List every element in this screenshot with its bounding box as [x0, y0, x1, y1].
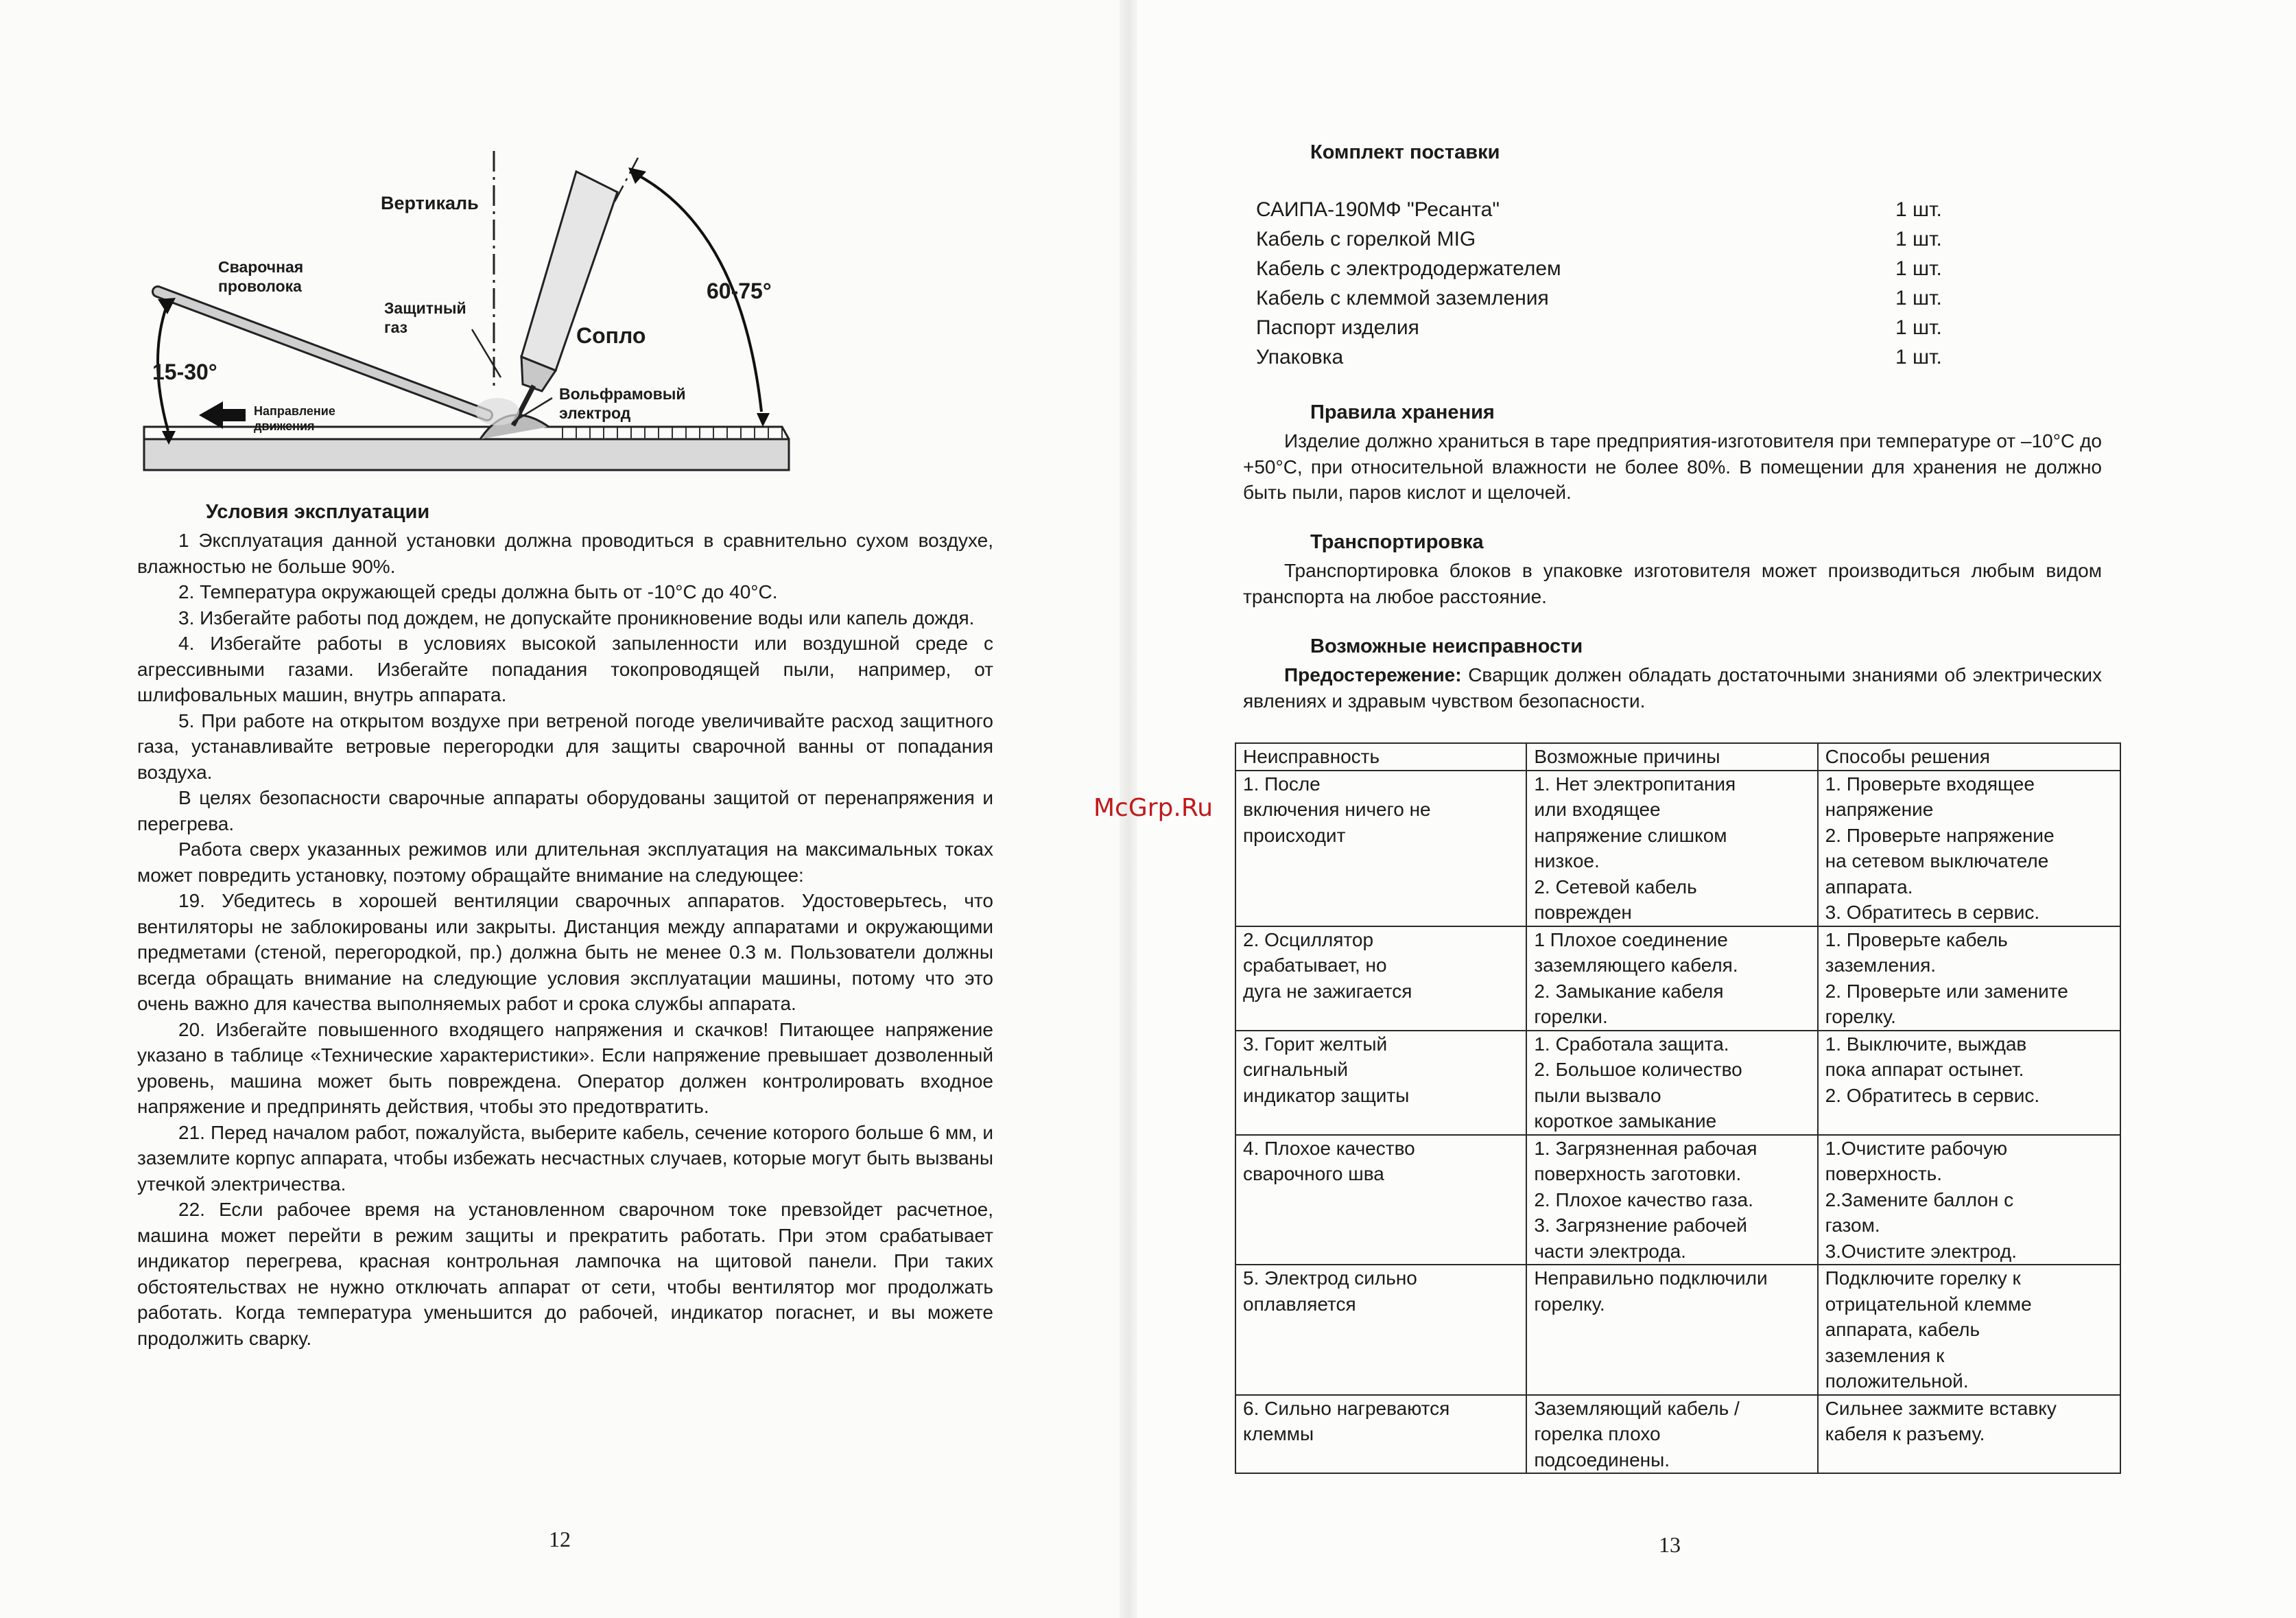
direction-label-line1: Направление: [254, 404, 335, 418]
cell-line: 1. Проверьте входящее: [1825, 773, 2035, 795]
cell-line: напряжение: [1825, 799, 1934, 820]
problem-cell: [1235, 926, 1526, 1031]
paragraph: 21. Перед началом работ, пожалуйста, выберите кабель, сечение которого больше 6 мм, и заземлите корпус аппарата, чтобы избежать несчастных случаев, которые могут быть вызваны утечкой электричества.: [137, 1121, 993, 1195]
transport-title: Транспортировка: [1310, 531, 1484, 553]
paragraph: 1 Эксплуатация данной установки должна проводиться в сравнительно сухом воздухе, влажностью не больше 90%.: [137, 530, 993, 577]
cell-line: 1. Сработала защита.: [1534, 1033, 1729, 1055]
cell-line: Заземляющий кабель /: [1534, 1397, 1740, 1419]
cell-line: 1.Очистите рабочую: [1825, 1137, 2008, 1159]
paragraph: 2. Температура окружающей среды должна быть от -10°С до 40°С.: [178, 581, 778, 602]
supply-item-name: Упаковка: [1256, 346, 1344, 368]
supply-item-name: Кабель с клеммой заземления: [1256, 287, 1549, 309]
wire-label-line2: проволока: [218, 277, 302, 295]
causes-cell: [1526, 926, 1817, 1031]
cell-line: Неправильно подключили: [1534, 1267, 1768, 1289]
cell-line: 3. Загрязнение рабочей: [1534, 1215, 1747, 1236]
cell-line: 3.Очистите электрод.: [1825, 1240, 2017, 1262]
cell-line: 2. Проверьте напряжение: [1825, 824, 2055, 846]
problem-cell: [1235, 771, 1526, 926]
paragraph: 19. Убедитесь в хорошей вентиляции сварочных аппаратов. Удостоверьтесь, что вентиляторы не заблокированы или закрыты. Дистанция между аппаратами и окружающими предметами (стеной, перегородкой, пр.) должна быть не менее 0.3 м. Пользователи должны всегда обращать внимание на следующие условия эксплуатации машины, потому что это очень важно для качества выполняемых работ и срока службы аппарата.: [137, 890, 993, 1014]
cell-line: отрицательной клемме: [1825, 1293, 2032, 1315]
cell-line: газом.: [1825, 1215, 1880, 1236]
table-row: [1235, 771, 2120, 926]
causes-cell: [1526, 1395, 1817, 1474]
list-item: [1256, 254, 1942, 283]
cell-line: на сетевом выключателе: [1825, 850, 2049, 871]
paragraph: 3. Избегайте работы под дождем, не допускайте проникновение воды или капель дождя.: [178, 607, 975, 629]
warning-text: Сварщик должен обладать достаточными знаниями об электрических явлениях и здравым чувством безопасности.: [1243, 664, 2102, 712]
transport-text: Транспортировка блоков в упаковке изготовителя может производиться любым видом транспорта на любое расстояние.: [1243, 560, 2102, 607]
problem-cell: [1235, 1265, 1526, 1395]
cell-line: короткое замыкание: [1534, 1110, 1717, 1132]
list-item: [1256, 283, 1942, 313]
causes-cell: [1526, 1135, 1817, 1265]
cell-line: горелка плохо: [1534, 1423, 1661, 1444]
cell-line: 2. Обратитесь в сервис.: [1825, 1084, 2040, 1106]
cell-line: 3. Горит желтый: [1243, 1033, 1388, 1055]
transport-text-block: [1243, 558, 2102, 609]
solutions-cell: [1818, 1395, 2120, 1474]
cell-line: низкое.: [1534, 850, 1600, 871]
table-header-row: [1235, 743, 2120, 771]
cell-line: заземления.: [1825, 954, 1937, 976]
paragraph: 5. При работе на открытом воздухе при ветреной погоде увеличивайте расход защитного газа, устанавливайте ветровые перегородки для защиты сварочной ванны от попадания воздуха.: [137, 710, 993, 783]
page-number-right: 13: [1659, 1532, 1681, 1557]
cell-line: горелки.: [1534, 1006, 1608, 1027]
cell-line: подсоединены.: [1534, 1449, 1670, 1470]
cell-line: 2.Замените баллон с: [1825, 1188, 2014, 1210]
cell-line: пока аппарат остынет.: [1825, 1059, 2024, 1080]
cell-line: 2. Плохое качество газа.: [1534, 1188, 1753, 1210]
warning-label: Предостережение:: [1284, 664, 1462, 685]
supply-item-qty: 1 шт.: [1895, 316, 1942, 339]
cell-line: горелку.: [1534, 1293, 1605, 1315]
problem-cell: [1235, 1395, 1526, 1474]
column-header: Возможные причины: [1526, 743, 1817, 771]
cell-line: поверхность заготовки.: [1534, 1163, 1742, 1184]
electrode-label-line1: Вольфрамовый: [559, 385, 686, 403]
cell-line: 2. Сетевой кабель: [1534, 876, 1697, 898]
vertical-label: Вертикаль: [381, 193, 479, 213]
table-row: [1235, 1265, 2120, 1395]
warning-block: [1243, 662, 2102, 714]
causes-cell: [1526, 1265, 1817, 1395]
cell-line: 1. Загрязненная рабочая: [1534, 1137, 1757, 1159]
faults-title: Возможные неисправности: [1310, 635, 1583, 657]
supply-item-name: Паспорт изделия: [1256, 316, 1419, 339]
cell-line: индикатор защиты: [1243, 1084, 1410, 1106]
table-row: [1235, 1031, 2120, 1135]
column-header: Неисправность: [1235, 743, 1526, 771]
column-header: Способы решения: [1818, 743, 2120, 771]
problem-cell: [1235, 1135, 1526, 1265]
cell-line: 3. Обратитесь в сервис.: [1825, 902, 2040, 923]
cell-line: заземляющего кабеля.: [1534, 954, 1738, 976]
cell-line: включения ничего не: [1243, 799, 1431, 820]
supply-list: [1256, 195, 1942, 372]
solutions-cell: [1818, 771, 2120, 926]
cell-line: 1. Нет электропитания: [1534, 773, 1736, 795]
angle-work-label: 15-30°: [152, 360, 217, 384]
storage-title: Правила хранения: [1310, 401, 1495, 423]
causes-cell: [1526, 1031, 1817, 1135]
list-item: [1256, 195, 1942, 224]
list-item: [1256, 224, 1942, 254]
supply-item-name: Кабель с электрододержателем: [1256, 257, 1561, 280]
paragraph: В целях безопасности сварочные аппараты оборудованы защитой от перенапряжения и перегрева.: [137, 787, 993, 834]
problem-cell: [1235, 1031, 1526, 1135]
paragraph: 4. Избегайте работы в условиях высокой запыленности или воздушной среде с агрессивными газами. Избегайте попадания токопроводящей пыли, например, от шлифовальных машин, внутрь аппарата.: [137, 633, 993, 705]
supply-item-name: САИПА-190МФ "Ресанта": [1256, 198, 1500, 221]
supply-item-qty: 1 шт.: [1895, 198, 1942, 221]
cell-line: Сильнее зажмите вставку: [1825, 1397, 2057, 1419]
cell-line: кабеля к разъему.: [1825, 1423, 1985, 1444]
troubleshooting-table: [1235, 742, 2121, 1474]
cell-line: части электрода.: [1534, 1240, 1686, 1262]
supply-item-qty: 1 шт.: [1895, 228, 1942, 250]
cell-line: сварочного шва: [1243, 1163, 1384, 1184]
storage-text-block: [1243, 428, 2102, 506]
watermark: McGrp.Ru: [1093, 794, 1214, 822]
supply-item-qty: 1 шт.: [1895, 287, 1942, 309]
supply-item-qty: 1 шт.: [1895, 257, 1942, 280]
causes-cell: [1526, 771, 1817, 926]
gas-label-line1: Защитный: [384, 299, 466, 317]
cell-line: положительной.: [1825, 1370, 1969, 1392]
wire-label-line1: Сварочная: [218, 258, 304, 276]
angle-torch-label: 60-75°: [707, 279, 772, 303]
cell-line: 2. Проверьте или замените: [1825, 980, 2068, 1002]
supply-title: Комплект поставки: [1310, 141, 1500, 163]
welding-diagram: [137, 144, 809, 487]
paragraph: Работа сверх указанных режимов или длительная эксплуатация на максимальных токах может повредить установку, поэтому обращайте внимание на следующее:: [137, 839, 993, 886]
cell-line: Подключите горелку к: [1825, 1267, 2021, 1289]
table-row: [1235, 1135, 2120, 1265]
paragraph: 22. Если рабочее время на установленном сварочном токе превзойдет расчетное, машина может перейти в режим защиты и прекратить работать. При этом срабатывает индикатор перегрева, красная контрольная лампочка на щитовой панели. При таких обстоятельствах не нужно отключать аппарат от сети, чтобы вентилятор мог продолжать работать. Когда температура уменьшится до рабочей, индикатор погаснет, и вы можете продолжить сварку.: [137, 1199, 993, 1349]
cell-line: 2. Большое количество: [1534, 1059, 1742, 1080]
supply-item-qty: 1 шт.: [1895, 346, 1942, 368]
cell-line: оплавляется: [1243, 1293, 1356, 1315]
solutions-cell: [1818, 926, 2120, 1031]
solutions-cell: [1818, 1031, 2120, 1135]
cell-line: срабатывает, но: [1243, 954, 1387, 976]
electrode-label-line2: электрод: [559, 404, 631, 422]
cell-line: 2. Осциллятор: [1243, 928, 1374, 950]
cell-line: аппарата.: [1825, 876, 1913, 898]
supply-item-name: Кабель с горелкой MIG: [1256, 228, 1476, 250]
cell-line: горелку.: [1825, 1006, 1896, 1027]
cell-line: 1. Выключите, выждав: [1825, 1033, 2027, 1055]
cell-line: сигнальный: [1243, 1059, 1349, 1080]
page-number-left: 12: [549, 1527, 571, 1551]
solutions-cell: [1818, 1135, 2120, 1265]
cell-line: поверхность.: [1825, 1163, 1943, 1184]
cell-line: 4. Плохое качество: [1243, 1137, 1415, 1159]
cell-line: дуга не зажигается: [1243, 980, 1412, 1002]
gas-label-line2: газ: [384, 318, 408, 336]
list-item: [1256, 313, 1942, 342]
operating-conditions-text: [137, 528, 993, 1351]
cell-line: 2. Замыкание кабеля: [1534, 980, 1724, 1002]
nozzle-label: Сопло: [576, 323, 646, 348]
cell-line: 5. Электрод сильно: [1243, 1267, 1417, 1289]
cell-line: 1. Проверьте кабель: [1825, 928, 2008, 950]
list-item: [1256, 342, 1942, 372]
warning-paragraph: [1243, 662, 2102, 714]
table-row: [1235, 1395, 2120, 1474]
cell-line: заземления к: [1825, 1344, 1945, 1366]
storage-text: Изделие должно храниться в таре предприятия-изготовителя при температуре от –10°С до +50°С, при относительной влажности не более 80%. В помещении для хранения не должно быть пыли, паров кислот и щелочей.: [1243, 430, 2102, 503]
paragraph: 20. Избегайте повышенного входящего напряжения и скачков! Питающее напряжение указано в таблице «Технические характеристики». Если напряжение превышает дозволенный уровень, машина может быть повреждена. Оператор должен контролировать входное напряжение и предпринять действия, чтобы это предотвратить.: [137, 1018, 993, 1117]
cell-line: 6. Сильно нагреваются: [1243, 1397, 1450, 1419]
cell-line: происходит: [1243, 824, 1346, 846]
cell-line: клеммы: [1243, 1423, 1314, 1444]
cell-line: 1 Плохое соединение: [1534, 928, 1728, 950]
cell-line: напряжение слишком: [1534, 824, 1727, 846]
cell-line: пыли вызвало: [1534, 1084, 1661, 1106]
cell-line: 1. После: [1243, 773, 1321, 795]
operating-conditions-title: Условия эксплуатации: [206, 501, 430, 523]
direction-label-line2: движения: [254, 419, 315, 433]
solutions-cell: [1818, 1265, 2120, 1395]
cell-line: или входящее: [1534, 799, 1661, 820]
cell-line: поврежден: [1534, 902, 1632, 923]
table-row: [1235, 926, 2120, 1031]
cell-line: аппарата, кабель: [1825, 1319, 1980, 1340]
